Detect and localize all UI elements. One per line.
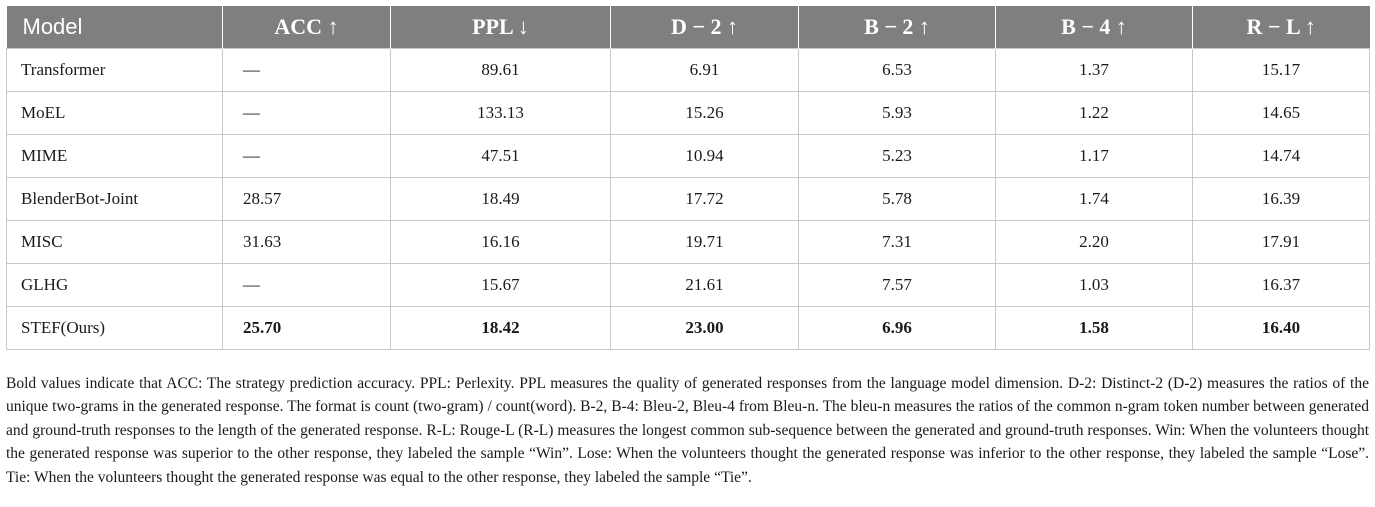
- cell-acc: 25.70: [223, 307, 391, 350]
- cell-d2: 10.94: [611, 135, 799, 178]
- results-table-container: [6, 6, 1369, 350]
- cell-b4: 1.17: [996, 135, 1193, 178]
- cell-b4: 1.22: [996, 92, 1193, 135]
- cell-ppl: 89.61: [391, 49, 611, 92]
- cell-model: MISC: [7, 221, 223, 264]
- table-row: [7, 135, 1370, 178]
- cell-ppl: 15.67: [391, 264, 611, 307]
- cell-rl: 16.39: [1193, 178, 1370, 221]
- cell-model: STEF(Ours): [7, 307, 223, 350]
- header-d2: D − 2 ↑: [611, 6, 799, 49]
- cell-d2: 21.61: [611, 264, 799, 307]
- header-acc: ACC ↑: [223, 6, 391, 49]
- table-row: [7, 264, 1370, 307]
- cell-rl: 14.74: [1193, 135, 1370, 178]
- cell-ppl: 18.42: [391, 307, 611, 350]
- cell-b4: 1.58: [996, 307, 1193, 350]
- cell-acc: —: [223, 49, 391, 92]
- table-header-row: [7, 6, 1370, 49]
- header-rl: R − L ↑: [1193, 6, 1370, 49]
- cell-b2: 6.53: [799, 49, 996, 92]
- cell-model: GLHG: [7, 264, 223, 307]
- cell-rl: 15.17: [1193, 49, 1370, 92]
- table-row: [7, 92, 1370, 135]
- cell-acc: —: [223, 135, 391, 178]
- cell-d2: 17.72: [611, 178, 799, 221]
- cell-rl: 16.40: [1193, 307, 1370, 350]
- cell-b2: 5.93: [799, 92, 996, 135]
- cell-rl: 16.37: [1193, 264, 1370, 307]
- cell-ppl: 133.13: [391, 92, 611, 135]
- cell-ppl: 16.16: [391, 221, 611, 264]
- header-ppl: PPL ↓: [391, 6, 611, 49]
- cell-acc: 31.63: [223, 221, 391, 264]
- table-row-ours: [7, 307, 1370, 350]
- cell-d2: 23.00: [611, 307, 799, 350]
- cell-model: MoEL: [7, 92, 223, 135]
- cell-b2: 7.57: [799, 264, 996, 307]
- cell-b4: 1.37: [996, 49, 1193, 92]
- cell-model: Transformer: [7, 49, 223, 92]
- header-model: Model: [7, 6, 223, 49]
- table-row: [7, 221, 1370, 264]
- header-b4: B − 4 ↑: [996, 6, 1193, 49]
- table-footnote: Bold values indicate that ACC: The strategy prediction accuracy. PPL: Perlexity. PPL measures the quality of generated responses from the language model dimension. D-2: Distinct-2 (D-2) measures the ratios of the unique two-grams in the generated response. The format is count (two-gram) / count(word). B-2, B-4: Bleu-2, Bleu-4 from Bleu-n. The bleu-n measures the ratios of the common n-gram token number between generated and ground-truth responses to the length of the generated response. R-L: Rouge-L (R-L) measures the longest common sub-sequence between the generated and ground-truth responses. Win: When the volunteers thought the generated response was superior to the other response, they labeled the sample “Win”. Lose: When the volunteers thought the generated response was inferior to the other response, they labeled the sample “Lose”. Tie: When the volunteers thought the generated response was equal to the other response, they labeled the sample “Tie”.: [6, 374, 1369, 486]
- header-b2: B − 2 ↑: [799, 6, 996, 49]
- cell-rl: 14.65: [1193, 92, 1370, 135]
- cell-acc: —: [223, 264, 391, 307]
- cell-b4: 1.74: [996, 178, 1193, 221]
- cell-d2: 15.26: [611, 92, 799, 135]
- cell-rl: 17.91: [1193, 221, 1370, 264]
- cell-model: BlenderBot-Joint: [7, 178, 223, 221]
- cell-ppl: 47.51: [391, 135, 611, 178]
- cell-b4: 2.20: [996, 221, 1193, 264]
- cell-b4: 1.03: [996, 264, 1193, 307]
- cell-b2: 5.23: [799, 135, 996, 178]
- cell-d2: 19.71: [611, 221, 799, 264]
- cell-b2: 7.31: [799, 221, 996, 264]
- cell-ppl: 18.49: [391, 178, 611, 221]
- cell-b2: 5.78: [799, 178, 996, 221]
- cell-b2: 6.96: [799, 307, 996, 350]
- cell-model: MIME: [7, 135, 223, 178]
- results-table: [6, 6, 1370, 350]
- cell-acc: 28.57: [223, 178, 391, 221]
- cell-acc: —: [223, 92, 391, 135]
- table-row: [7, 49, 1370, 92]
- table-row: [7, 178, 1370, 221]
- cell-d2: 6.91: [611, 49, 799, 92]
